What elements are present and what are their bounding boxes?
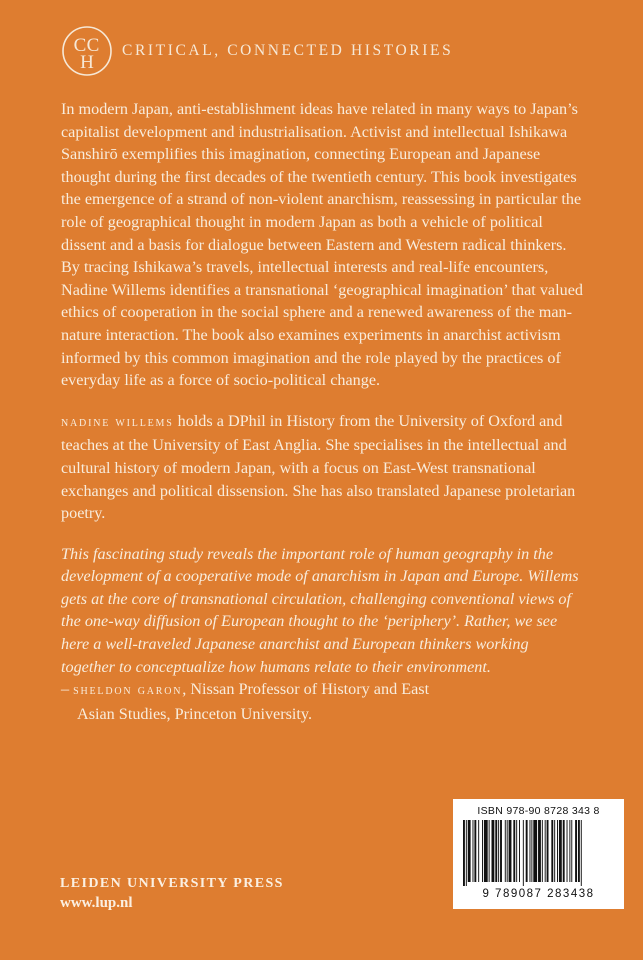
publisher-url: www.lup.nl <box>60 895 133 911</box>
praise-quote: This fascinating study reveals the important role of human geography in the development of a cooperative mode of anarchism in Japan and Europe. Willems gets at the core of transnational circulation, challenging conventional views of the one-way diffusion of European thought to the ‘periphery’. Rather, we see here a well-traveled Japanese anarchist and European thinkers working together to conceptualize how humans relate to their environment. <box>61 544 579 676</box>
barcode-bar <box>547 820 549 882</box>
attribution-dash: – <box>61 680 74 699</box>
book-description: In modern Japan, anti-establishment ideas have related in many ways to Japan’s capitalist development and industrialisation. Activist and intellectual Ishikawa Sanshirō exemplifies this imagination, connecting European and Japanese thought during the first decades of the twentieth century. This book investigates the emergence of a strand of non-violent anarchism, reassessing in particular the role of geographical thought in modern Japan as both a vehicle of political dissent and a basis for dialogue between Eastern and Western radical thinkers. By tracing Ishikawa’s travels, intellectual interests and real-life encounters, Nadine Willems identifies a transnational ‘geographical imagination’ that valued ethics of cooperation in the social sphere and a renewed awareness of the man-nature interaction. The book also examines experiments in anarchist activism informed by this common imagination and the role played by the practices of everyday life as a force of socio-political change. <box>61 100 583 390</box>
barcode-bar <box>478 820 479 882</box>
barcode-bar <box>468 820 471 882</box>
isbn-digits: 9 789087 283438 <box>482 888 595 900</box>
svg-text:C: C <box>86 35 100 56</box>
series-title: CRITICAL, CONNECTED HISTORIES <box>122 42 454 59</box>
barcode-bar <box>559 820 562 882</box>
barcode-bar <box>569 820 570 882</box>
barcode-icon <box>463 820 614 886</box>
barcode-bar <box>505 820 506 882</box>
barcode-bar <box>495 820 497 882</box>
barcode-bar <box>498 820 499 882</box>
barcode-bar <box>554 820 555 882</box>
barcode-bar <box>551 820 553 882</box>
barcode-bar <box>526 820 528 882</box>
barcode-bar <box>523 820 524 886</box>
attribution-name: sheldon garon <box>73 683 183 699</box>
praise-attribution <box>61 678 585 725</box>
barcode-bar <box>557 820 558 882</box>
barcode-bar <box>578 820 580 882</box>
barcode-bar <box>516 820 517 882</box>
barcode-bar <box>473 820 474 882</box>
barcode-bar <box>489 820 490 882</box>
barcode-bar <box>531 820 532 882</box>
barcode-bar <box>542 820 543 882</box>
barcode-bar <box>513 820 515 882</box>
barcode-bar <box>463 820 465 886</box>
cch-logo-icon <box>60 24 114 78</box>
barcode-bar <box>500 820 502 882</box>
author-bio-text: holds a DPhil in History from the University of Oxford and teaches at the University of East Anglia. She specialises in the intellectual and cultural history of modern Japan, with a focus on East-West transnational exchanges and political dissension. She has also translated Japanese proletarian poetry. <box>61 411 576 523</box>
barcode-bar <box>466 820 467 886</box>
barcode-bar <box>571 820 572 882</box>
isbn-label: ISBN 978-90 8728 343 8 <box>477 805 600 817</box>
svg-text:C: C <box>73 35 87 56</box>
barcode-bar <box>492 820 495 882</box>
publisher-block <box>60 876 284 912</box>
back-cover-text <box>61 98 585 743</box>
barcode-bar <box>530 820 531 882</box>
barcode-bar <box>563 820 565 882</box>
barcode-bar <box>509 820 512 882</box>
publisher-name: LEIDEN UNIVERSITY PRESS <box>60 876 284 891</box>
barcode-bar <box>519 820 520 882</box>
series-logo <box>60 24 114 78</box>
barcode-bar <box>474 820 476 882</box>
barcode-bar <box>507 820 508 882</box>
author-name: nadine willems <box>61 414 174 430</box>
attribution-title-2: Asian Studies, Princeton University. <box>77 704 312 723</box>
barcode-bar <box>538 820 541 882</box>
barcode-bar <box>581 820 582 886</box>
barcode-bar <box>545 820 546 882</box>
series-header <box>60 24 453 78</box>
barcode-bar <box>484 820 488 882</box>
barcode-bar <box>575 820 577 882</box>
attribution-title-1: , Nissan Professor of History and East <box>182 680 430 699</box>
svg-text:H: H <box>80 52 94 73</box>
barcode-bar <box>533 820 537 882</box>
barcode-bar <box>482 820 483 882</box>
isbn-barcode <box>453 799 624 909</box>
barcode-bar <box>567 820 568 882</box>
author-bio <box>61 410 585 525</box>
